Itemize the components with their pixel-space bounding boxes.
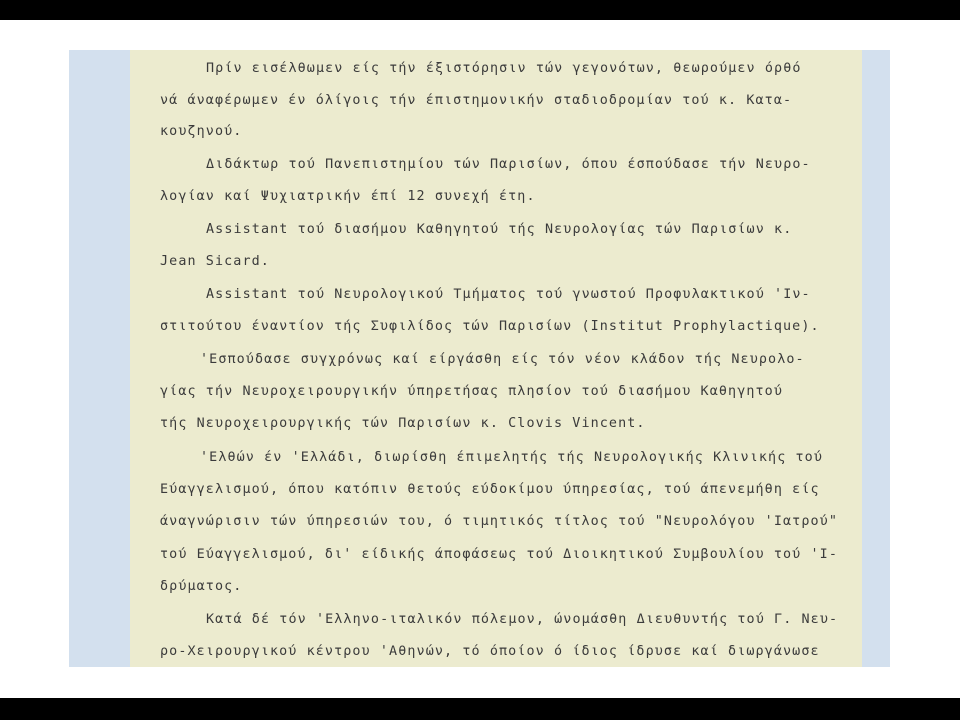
text-line: νά άναφέρωμεν έν όλίγοις τήν έπιστημονικήν σταδιοδρομίαν τού κ. Κατα-: [160, 93, 793, 108]
top-letterbox-bar: [0, 0, 960, 20]
bottom-letterbox-bar: [0, 698, 960, 720]
text-line: λογίαν καί Ψυχιατρικήν έπί 12 συνεχή έτη.: [160, 189, 536, 204]
text-line: ρο-Χειρουργικού κέντρου 'Αθηνών, τό όποίον ό ίδιος ίδρυσε καί διωργάνωσε: [160, 644, 820, 659]
text-line: Διδάκτωρ τού Πανεπιστημίου τών Παρισίων, όπου έσπούδασε τήν Νευρο-: [206, 157, 811, 172]
text-line: στιτούτου έναντίον τής Συφιλίδος τών Παρισίων (Institut Prophylactique).: [160, 319, 820, 334]
page-text-lines: [130, 50, 862, 667]
text-line: 'Ελθών έν 'Ελλάδι, διωρίσθη έπιμελητής τής Νευρολογικής Κλινικής τού: [200, 450, 824, 465]
text-line: δρύματος.: [160, 579, 243, 594]
text-line: Εύαγγελισμού, όπου κατόπιν θετούς εύδοκίμου ύπηρεσίας, τού άπενεμήθη είς: [160, 482, 820, 497]
text-line: κουζηνού.: [160, 124, 243, 139]
text-line: τής Νευροχειρουργικής τών Παρισίων κ. Clovis Vincent.: [160, 416, 646, 431]
text-line: τού Εύαγγελισμού, δι' είδικής άποφάσεως τού Διοικητικού Συμβουλίου τού 'Ι-: [160, 547, 838, 562]
text-line: Jean Sicard.: [160, 254, 270, 269]
text-line: Assistant τού διασήμου Καθηγητού τής Νευρολογίας τών Παρισίων κ.: [206, 222, 793, 237]
text-line: 'Εσπούδασε συγχρόνως καί είργάσθη είς τόν νέον κλάδον τής Νευρολο-: [200, 352, 805, 367]
text-line: Assistant τού Νευρολογικού Τμήματος τού γνωστού Προφυλακτικού 'Ιν-: [206, 287, 811, 302]
text-line: Πρίν εισέλθωμεν είς τήν έξιστόρησιν τών γεγονότων, θεωρούμεν όρθό: [206, 61, 802, 76]
text-line: Κατά δέ τόν 'Ελληνο-ιταλικόν πόλεμον, ώνομάσθη Διευθυντής τού Γ. Νευ-: [206, 612, 839, 627]
text-line: άναγνώρισιν τών ύπηρεσιών του, ό τιμητικός τίτλος τού "Νευρολόγου 'Ιατρού": [160, 514, 838, 529]
typewritten-page: [130, 50, 862, 667]
text-line: γίας τήν Νευροχειρουργικήν ύπηρετήσας πλησίον τού διασήμου Καθηγητού: [160, 384, 784, 399]
